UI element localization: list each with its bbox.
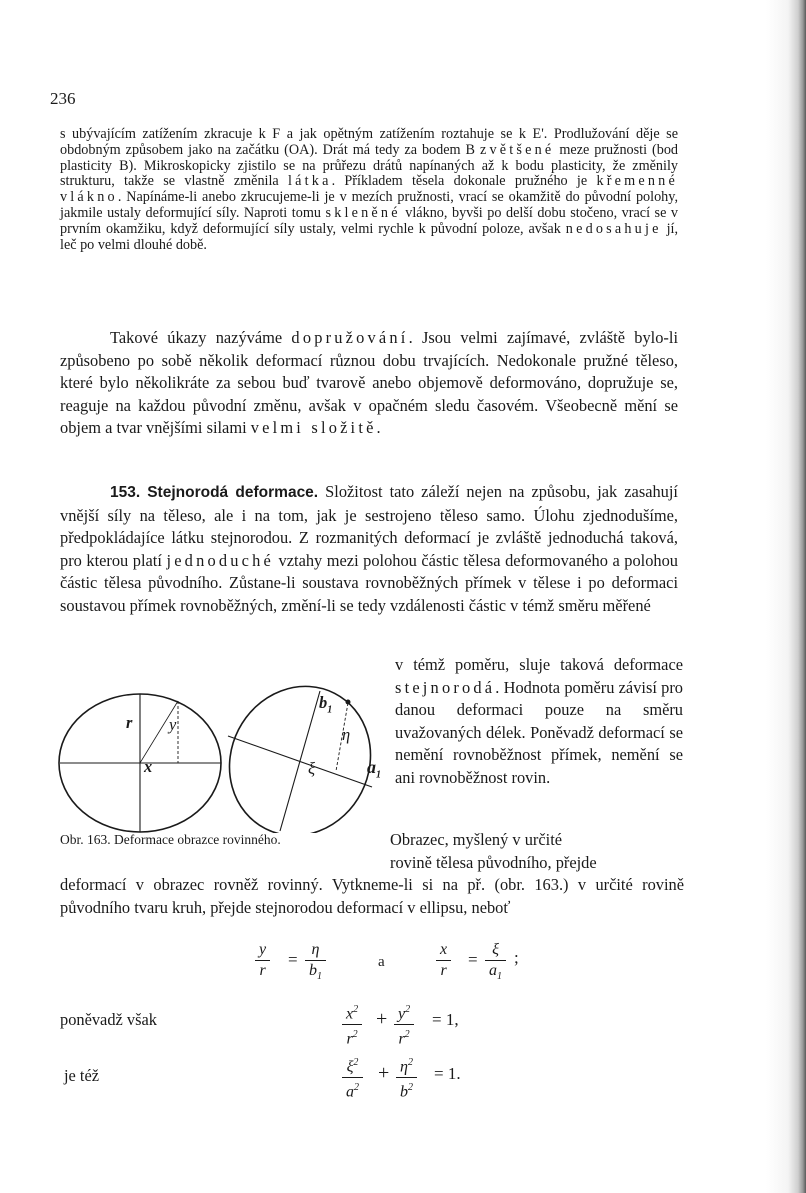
page-edge-shadow (766, 0, 806, 1193)
page-number: 236 (50, 89, 76, 108)
wrapped-paragraph: v témž poměru, sluje taková deformace stejnorodá. Hodnota poměru závisí pro danou deformaci pouze na směru uvažovaných délek. Poněvadž deformací se nemění rovnoběžnost přímek, nemění se ani rovnoběžnost rovin. (395, 655, 683, 787)
deformed-ellipse (204, 663, 378, 833)
frac-eta2-over-b1sq: $\frac{\eta^2}{b^2}$ (396, 1053, 417, 1103)
label-a1: $a_1$ (367, 757, 381, 781)
label-xi: ξ (308, 759, 316, 778)
eq2-plus: + (376, 1008, 388, 1030)
eq1-and: a (378, 954, 385, 970)
paragraph-4: Obrazec, myšlený v určité rovině tělesa původního, přejde deformací v obrazec rovněž rovinný. Vytkneme-li si na př. (obr. 163.) v určité rovině původního tvaru kruh, přejde stejnorodou deformací v ellipsu, neboť (60, 830, 684, 917)
paragraph-2: Takové úkazy nazýváme dopružování. Jsou velmi zajímavé, zvláště bylo-li způsobeno po sobě několik deformací různou dobu trvajících. Nedokonale pružné těleso, které bylo několikráte za sebou buď tvarově anebo objemově deformováno, dopružuje se, reaguje na každou původní změnu, avšak v opačném sledu časovém. Všeobecně mění se objem a tvar vnějšími silami velmi složitě. (60, 328, 678, 437)
frac-y2-over-r2: $\frac{y^2}{r^2}$ (394, 1000, 414, 1050)
figure-caption: Obr. 163. Deformace obrazce rovinného. (60, 832, 281, 847)
ellipse-point (346, 700, 351, 705)
label-x: x (144, 757, 153, 776)
label-eta: η (342, 725, 351, 744)
frac-eta-over-b1: $\frac{\eta}{b_1}$ (305, 940, 326, 987)
eq3-plus: + (378, 1062, 390, 1084)
label-y: y (169, 715, 177, 734)
eq3-rhs: = 1. (434, 1064, 461, 1083)
section-number: 153. (110, 484, 141, 501)
section-paragraph: 153. Stejnorodá deformace. Složitost tato záleží nejen na způsobu, jak zasahují vnější síly na těleso, ale i na tom, jak je sestrojeno těleso samo. Úlohu zjednodušíme, předpokládajíce látku stejnorodou. Z rozmanitých deformací je zvláště jednoduchá taková, pro kterou platí jednoduché vztahy mezi polohou částic tělesa deformovaného a polohou částic tělesa původního. Zůstane-li soustava rovnoběžných přímek v tělese i po deformaci soustavou přímek rovnoběžných, změní-li se tedy vzdálenosti částic v témž směru měřené (60, 482, 679, 615)
eq2-label: poněvadž však (60, 1010, 157, 1029)
frac-xi-over-a1: $\frac{\xi}{a_1}$ (485, 940, 506, 987)
section-title: Stejnorodá deformace. (147, 484, 319, 501)
label-b1: $b_1$ (319, 693, 333, 716)
eq1-equals-1: = (288, 950, 298, 969)
paragraph-1: s ubývajícím zatížením zkracuje k F a jak opětným zatížením roztahuje se k E'. Prodlužování děje se obdobným způsobem jako na začátku (OA). Drát má tedy za bodem B zvětšené meze pružnosti (bod plasticity B). Mikroskopicky zjistilo se na průřezu drátů napínaných až k bodu plasticity, že změnily strukturu, takže se vlastně změnila látka. Příkladem těsela dokonale pružného je křemenné vlákno. Napínáme-li anebo zkrucujeme-li je v mezích pružnosti, vrací se okamžitě do původní polohy, jakmile ustaly deformující síly. Naproti tomu skleněné vlákno, byvši po delší dobu stočeno, vrací se v prvním okamžiku, když deformující síly ustaly, velmi rychle k původní poloze, avšak nedosahuje jí, leč po velmi dlouhé době. (60, 126, 679, 253)
frac-x2-over-r2: $\frac{x^2}{r^2}$ (342, 1000, 362, 1050)
eq2-rhs: = 1, (432, 1010, 459, 1029)
figure-drawing (58, 663, 378, 833)
figure-163 (58, 663, 381, 838)
frac-y-over-r: $\frac{y}{r}$ (255, 940, 270, 981)
eq1-equals-2: = (468, 950, 478, 969)
eq3-label: je též (64, 1066, 100, 1085)
frac-x-over-r: $\frac{x}{r}$ (436, 940, 451, 981)
label-r: r (126, 713, 133, 732)
eq1-semicolon: ; (514, 948, 519, 967)
frac-xi2-over-a1sq: $\frac{\xi^2}{a^2}$ (342, 1053, 363, 1103)
